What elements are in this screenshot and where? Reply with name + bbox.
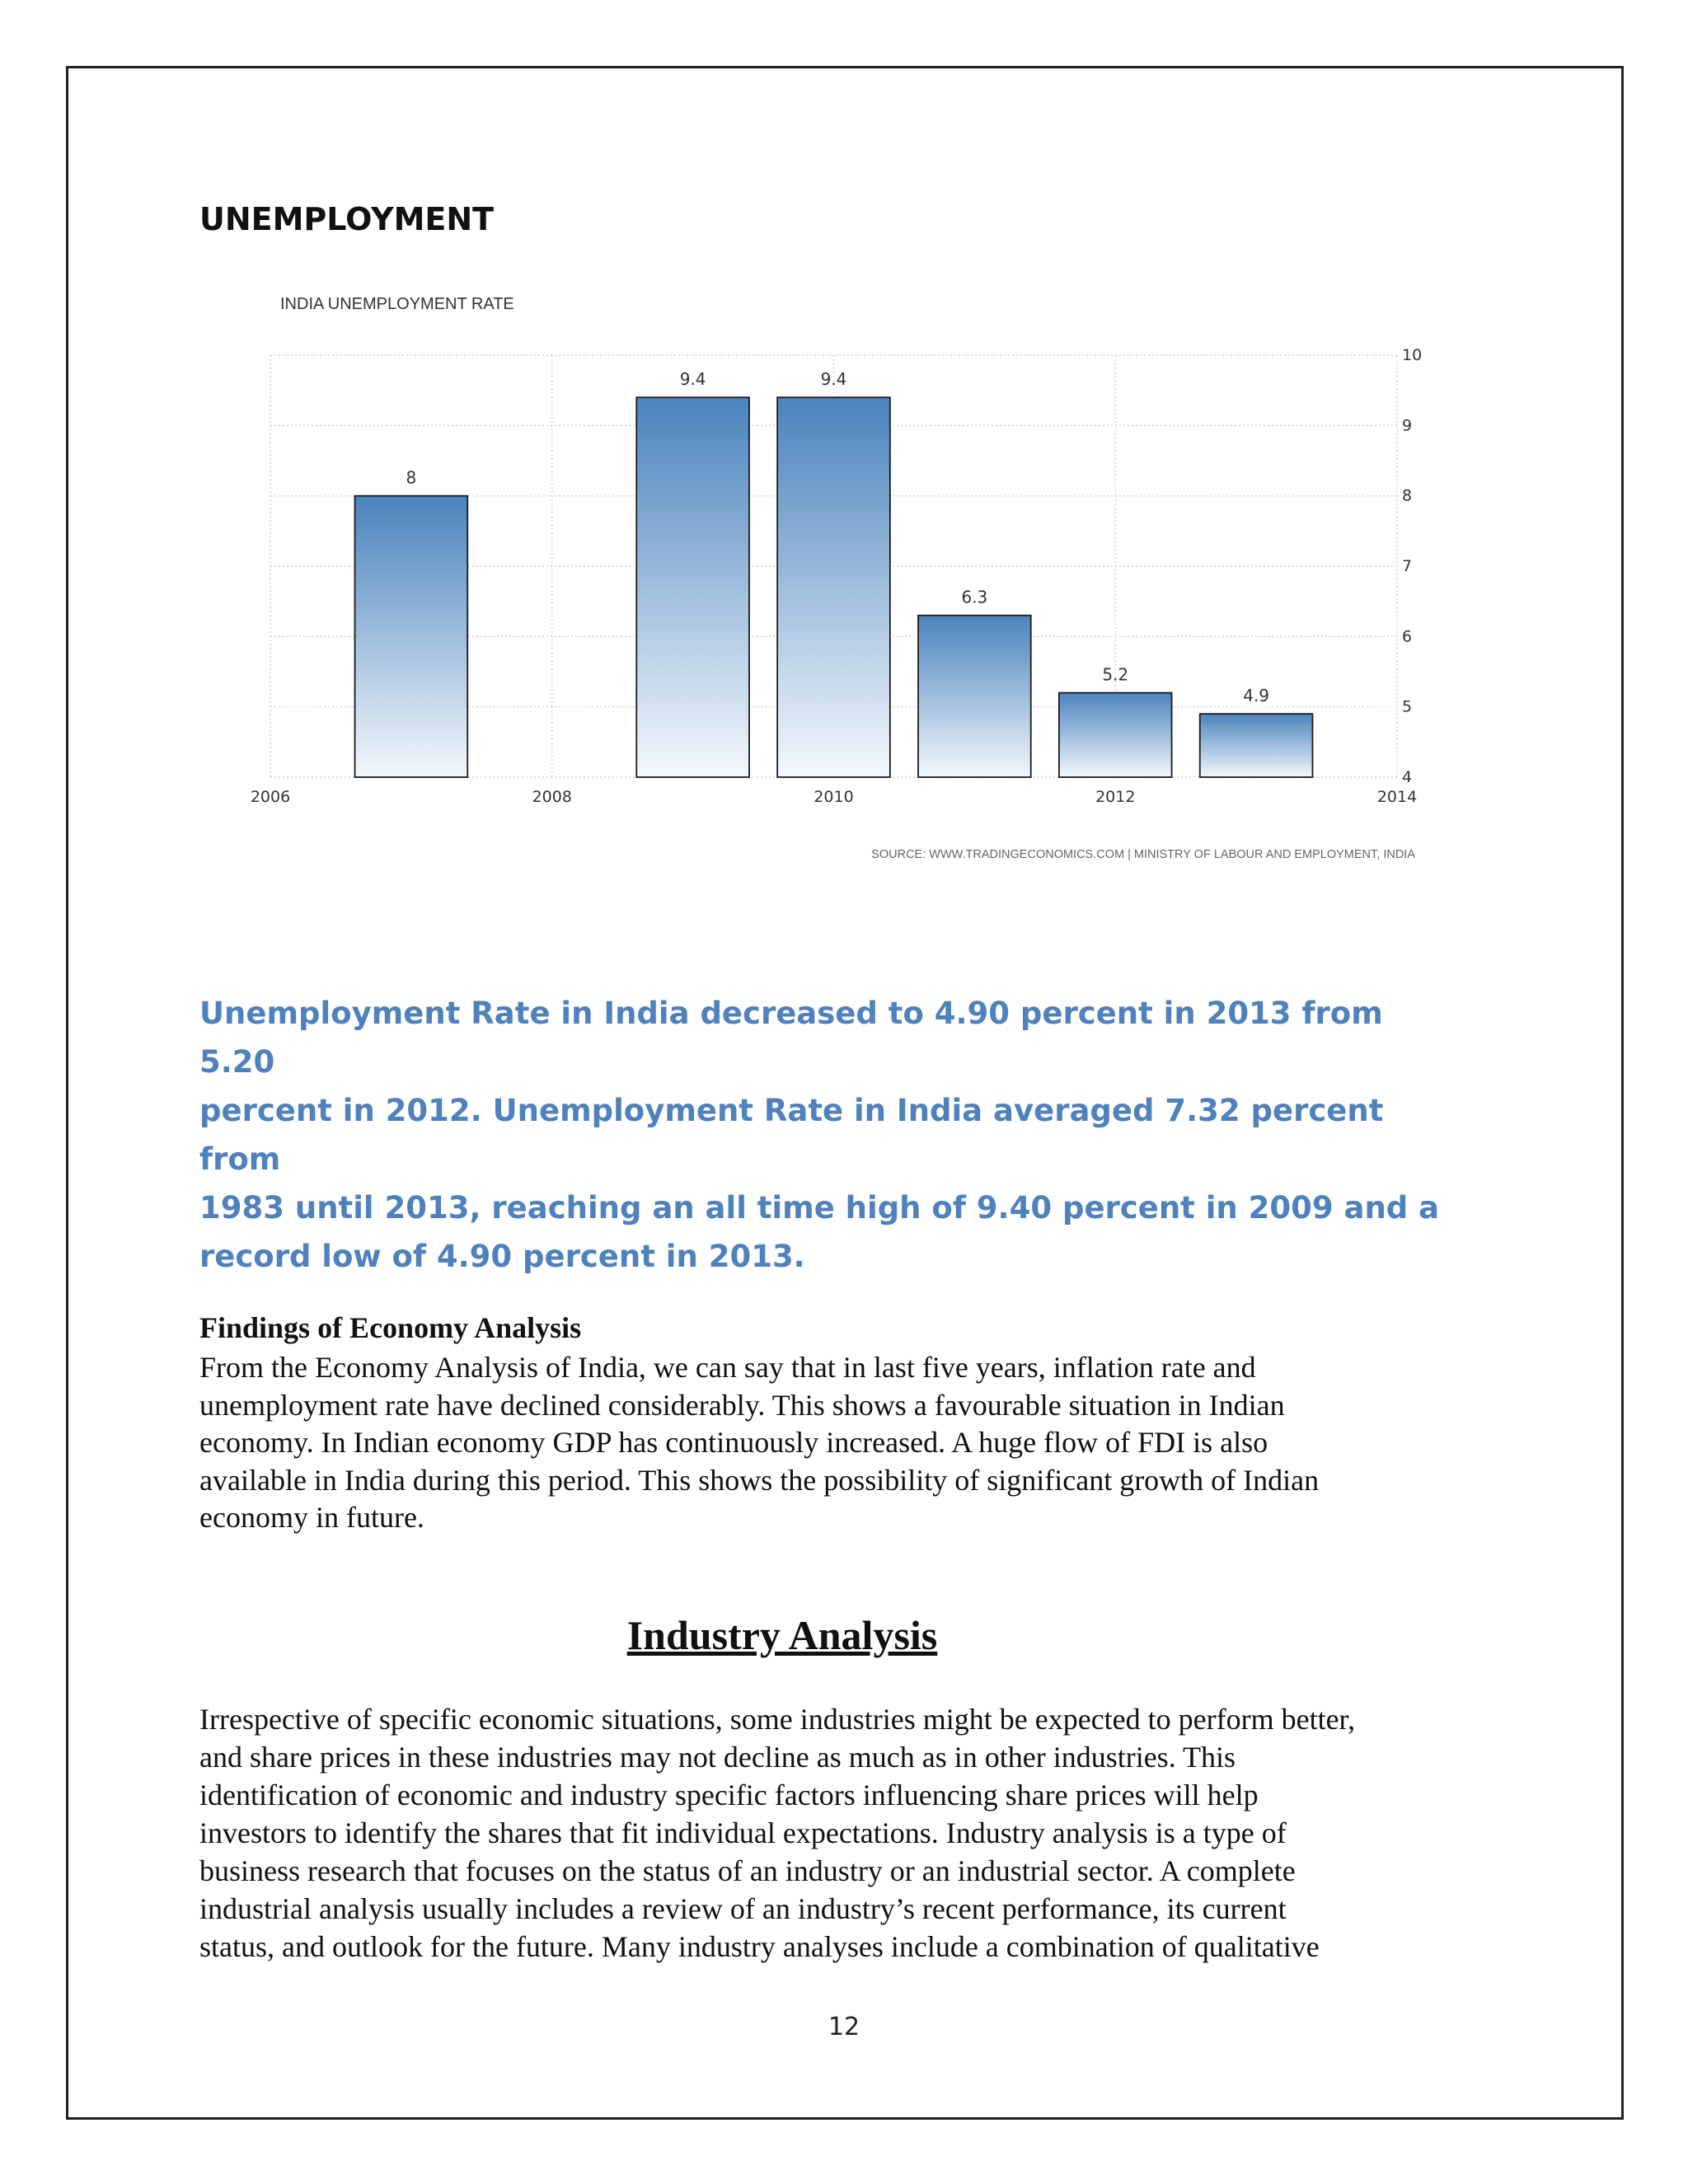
section-heading: UNEMPLOYMENT xyxy=(199,201,495,237)
findings-paragraph xyxy=(199,1349,1485,1537)
industry-line: identification of economic and industry specific factors influencing share prices will help xyxy=(199,1779,1259,1811)
y-tick-label: 8 xyxy=(1402,486,1413,505)
industry-line: Irrespective of specific economic situations, some industries might be expected to perform better, xyxy=(199,1703,1356,1736)
industry-line: status, and outlook for the future. Many industry analyses include a combination of qualitative xyxy=(199,1930,1320,1963)
findings-line: From the Economy Analysis of India, we can say that in last five years, inflation rate and xyxy=(199,1351,1256,1384)
bar-value-label: 8 xyxy=(406,467,417,488)
industry-line: industrial analysis usually includes a review of an industry’s recent performance, its current xyxy=(199,1892,1287,1925)
unemployment-chart xyxy=(247,284,1442,878)
findings-title: Findings of Economy Analysis xyxy=(199,1311,582,1344)
x-tick-label: 2014 xyxy=(1376,788,1418,806)
summary-line: percent in 2012. Unemployment Rate in India averaged 7.32 percent from xyxy=(199,1093,1384,1177)
summary-line: record low of 4.90 percent in 2013. xyxy=(199,1239,805,1274)
industry-line: and share prices in these industries may not decline as much as in other industries. This xyxy=(199,1741,1236,1774)
bar-value-label: 9.4 xyxy=(820,369,847,390)
y-tick-label: 5 xyxy=(1402,697,1413,716)
industry-paragraph xyxy=(199,1700,1502,1966)
y-tick-label: 6 xyxy=(1402,627,1413,646)
findings-line: economy in future. xyxy=(199,1501,424,1534)
chart-bar xyxy=(777,397,890,777)
x-tick-label: 2012 xyxy=(1095,788,1136,806)
chart-bars xyxy=(355,397,1313,777)
x-tick-label: 2006 xyxy=(250,788,291,806)
chart-title: INDIA UNEMPLOYMENT RATE xyxy=(280,295,514,313)
x-tick-label: 2008 xyxy=(532,788,572,806)
chart-source: SOURCE: WWW.TRADINGECONOMICS.COM | MINISTRY OF LABOUR AND EMPLOYMENT, INDIA xyxy=(871,848,1415,861)
industry-analysis-title xyxy=(0,1611,1688,1659)
findings-line: available in India during this period. This shows the possibility of significant growth of Indian xyxy=(199,1463,1320,1497)
chart-bar xyxy=(636,397,749,777)
bar-value-label: 6.3 xyxy=(961,587,988,607)
chart-bar xyxy=(1200,714,1313,777)
bar-value-label: 5.2 xyxy=(1102,664,1129,685)
chart-x-ticks xyxy=(251,788,1417,806)
summary-line: Unemployment Rate in India decreased to 4.90 percent in 2013 from 5.20 xyxy=(199,996,1383,1080)
chart-bar xyxy=(918,616,1031,777)
findings-line: unemployment rate have declined considerably. This shows a favourable situation in Indian xyxy=(199,1388,1285,1422)
industry-line: investors to identify the shares that fit individual expectations. Industry analysis is a type of xyxy=(199,1816,1287,1849)
x-tick-label: 2010 xyxy=(814,788,854,806)
chart-y-ticks xyxy=(1402,346,1422,786)
page-number: 12 xyxy=(828,2013,860,2041)
industry-line: business research that focuses on the status of an industry or an industrial sector. A complete xyxy=(199,1854,1296,1887)
y-tick-label: 4 xyxy=(1402,768,1413,786)
bar-value-label: 4.9 xyxy=(1243,686,1270,706)
chart-svg xyxy=(247,284,1442,878)
industry-title-text: Industry Analysis xyxy=(626,1612,938,1658)
findings-line: economy. In Indian economy GDP has continuously increased. A huge flow of FDI is also xyxy=(199,1426,1268,1459)
y-tick-label: 10 xyxy=(1402,346,1423,364)
bar-value-label: 9.4 xyxy=(679,369,706,390)
summary-paragraph xyxy=(199,989,1452,1281)
chart-bar xyxy=(1059,693,1172,777)
y-tick-label: 7 xyxy=(1402,557,1413,575)
summary-line: 1983 until 2013, reaching an all time high of 9.40 percent in 2009 and a xyxy=(199,1190,1440,1226)
chart-bar xyxy=(355,496,468,777)
y-tick-label: 9 xyxy=(1402,416,1413,435)
